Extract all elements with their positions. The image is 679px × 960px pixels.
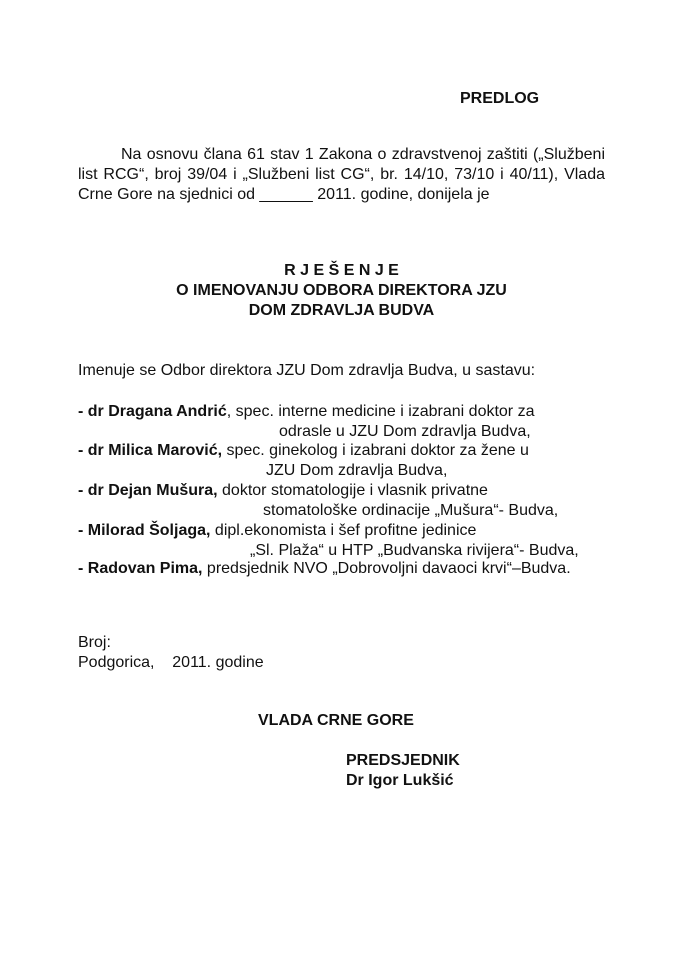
member-desc-cont: odrasle u JZU Dom zdravlja Budva, bbox=[279, 423, 531, 440]
member-name: - dr Dejan Mušura, bbox=[78, 482, 218, 499]
government-name: VLADA CRNE GORE bbox=[258, 712, 414, 729]
signatory-role: PREDSJEDNIK bbox=[346, 752, 460, 769]
document-title: R J E Š E N J E bbox=[284, 262, 399, 279]
member-desc: , spec. interne medicine i izabrani doktor za bbox=[226, 403, 535, 420]
member-name: - dr Milica Marović, bbox=[78, 442, 223, 459]
number-field: Broj: bbox=[78, 634, 111, 651]
document-label: PREDLOG bbox=[460, 90, 540, 107]
signatory-name: Dr Igor Lukšić bbox=[346, 772, 454, 789]
preamble-paragraph: Na osnovu člana 61 stav 1 Zakona o zdravstvenoj zaštiti („Službeni list RCG“, broj 39/04 i „Službeni list CG“, br. 14/10, 73/10 i 40/11), Vlada Crne Gore na sjednici od ______ 2011. godine, donijela je bbox=[78, 146, 605, 203]
member-desc: spec. ginekolog i izabrani doktor za žene u bbox=[222, 442, 529, 459]
place-date: Podgorica, 2011. godine bbox=[78, 654, 264, 671]
member-desc: predsjednik NVO „Dobrovoljni davaoci krvi“–Budva. bbox=[202, 560, 571, 577]
document-subtitle-2: DOM ZDRAVLJA BUDVA bbox=[248, 302, 435, 319]
member-desc-cont: stomatološke ordinacije „Mušura“- Budva, bbox=[263, 502, 559, 519]
list-item bbox=[78, 402, 534, 422]
member-name: - Radovan Pima, bbox=[78, 560, 203, 577]
member-desc-cont: „Sl. Plaža“ u HTP „Budvanska rivijera“- Budva, bbox=[250, 542, 579, 559]
list-item bbox=[78, 559, 571, 579]
list-item bbox=[78, 441, 529, 461]
member-name: - dr Dragana Andrić bbox=[78, 403, 227, 420]
list-item bbox=[78, 521, 476, 541]
member-desc: doktor stomatologije i vlasnik privatne bbox=[217, 482, 488, 499]
intro-text: Imenuje se Odbor direktora JZU Dom zdravlja Budva, u sastavu: bbox=[78, 362, 536, 379]
member-name: - Milorad Šoljaga, bbox=[78, 522, 211, 539]
list-item bbox=[78, 481, 488, 501]
member-desc: dipl.ekonomista i šef profitne jedinice bbox=[210, 522, 477, 539]
member-desc-cont: JZU Dom zdravlja Budva, bbox=[266, 462, 448, 479]
document-subtitle: O IMENOVANJU ODBORA DIREKTORA JZU bbox=[176, 282, 507, 299]
